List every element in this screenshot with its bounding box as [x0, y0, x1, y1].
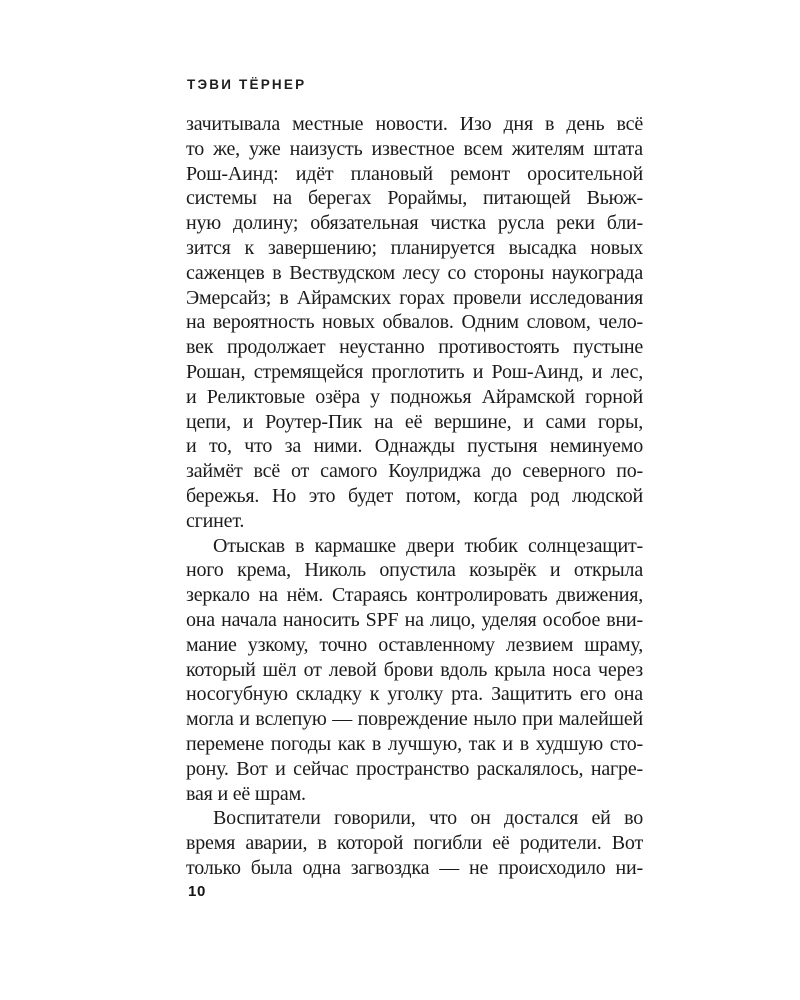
- text-line: век продолжает неустанно противостоять пустыне: [186, 336, 643, 359]
- text-line: ную долину; обязательная чистка русла реки бли-: [186, 212, 643, 235]
- text-line: бережья. Но это будет потом, когда род людской: [186, 484, 643, 507]
- text-line: только была одна загвоздка — не происходило ни-: [186, 856, 643, 879]
- text-line: зеркало на нём. Стараясь контролировать движения,: [186, 584, 643, 607]
- text-line: и Реликтовые озёра у подножья Айрамской горной: [186, 385, 643, 408]
- text-line: займёт всё от самого Коулриджа до северного по-: [186, 460, 643, 483]
- text-line: время аварии, в которой погибли её родители. Вот: [186, 832, 643, 855]
- text-line: носогубную складку к уголку рта. Защитить его она: [186, 683, 643, 706]
- text-line: могла и вслепую — повреждение ныло при малейшей: [186, 708, 643, 731]
- text-line: на вероятность новых обвалов. Одним словом, чело-: [186, 311, 643, 334]
- text-line: перемене погоды как в лучшую, так и в худшую сто-: [186, 732, 643, 755]
- running-header-author: ТЭВИ ТЁРНЕР: [187, 77, 307, 92]
- text-line: системы на берегах Рораймы, питающей Вьюж-: [186, 187, 643, 210]
- body-text: [186, 112, 643, 881]
- text-line: ного крема, Николь опустила козырёк и открыла: [186, 559, 643, 582]
- text-line: она начала наносить SPF на лицо, уделяя особое вни-: [186, 608, 643, 631]
- text-line: саженцев в Вествудском лесу со стороны наукограда: [186, 261, 643, 284]
- text-line: вая и её шрам.: [186, 782, 306, 805]
- text-line: Рошан, стремящейся проглотить и Рош-Аинд, и лес,: [186, 360, 643, 383]
- text-line: зачитывала местные новости. Изо дня в день всё: [186, 113, 643, 135]
- text-line: который шёл от левой брови вдоль крыла носа через: [186, 658, 643, 681]
- text-line: Рош-Аинд: идёт плановый ремонт оросительной: [186, 162, 643, 185]
- text-line: сгинет.: [186, 509, 245, 532]
- text-line: и то, что за ними. Однажды пустыня неминуемо: [186, 435, 643, 458]
- text-line: Эмерсайз; в Айрамских горах провели исследования: [186, 286, 643, 309]
- text-line: мание узкому, точно оставленному лезвием шраму,: [186, 633, 643, 656]
- text-line: зится к завершению; планируется высадка новых: [186, 236, 643, 259]
- page-number: 10: [188, 883, 206, 900]
- text-line: Отыскав в кармашке двери тюбик солнцезащит-: [213, 534, 643, 557]
- text-line: то же, уже наизусть известное всем жителям штата: [186, 137, 643, 160]
- text-line: Воспитатели говорили, что он достался ей во: [213, 807, 643, 830]
- text-line: рону. Вот и сейчас пространство раскалялось, нагре-: [186, 757, 643, 780]
- text-line: цепи, и Роутер-Пик на её вершине, и сами горы,: [186, 410, 643, 433]
